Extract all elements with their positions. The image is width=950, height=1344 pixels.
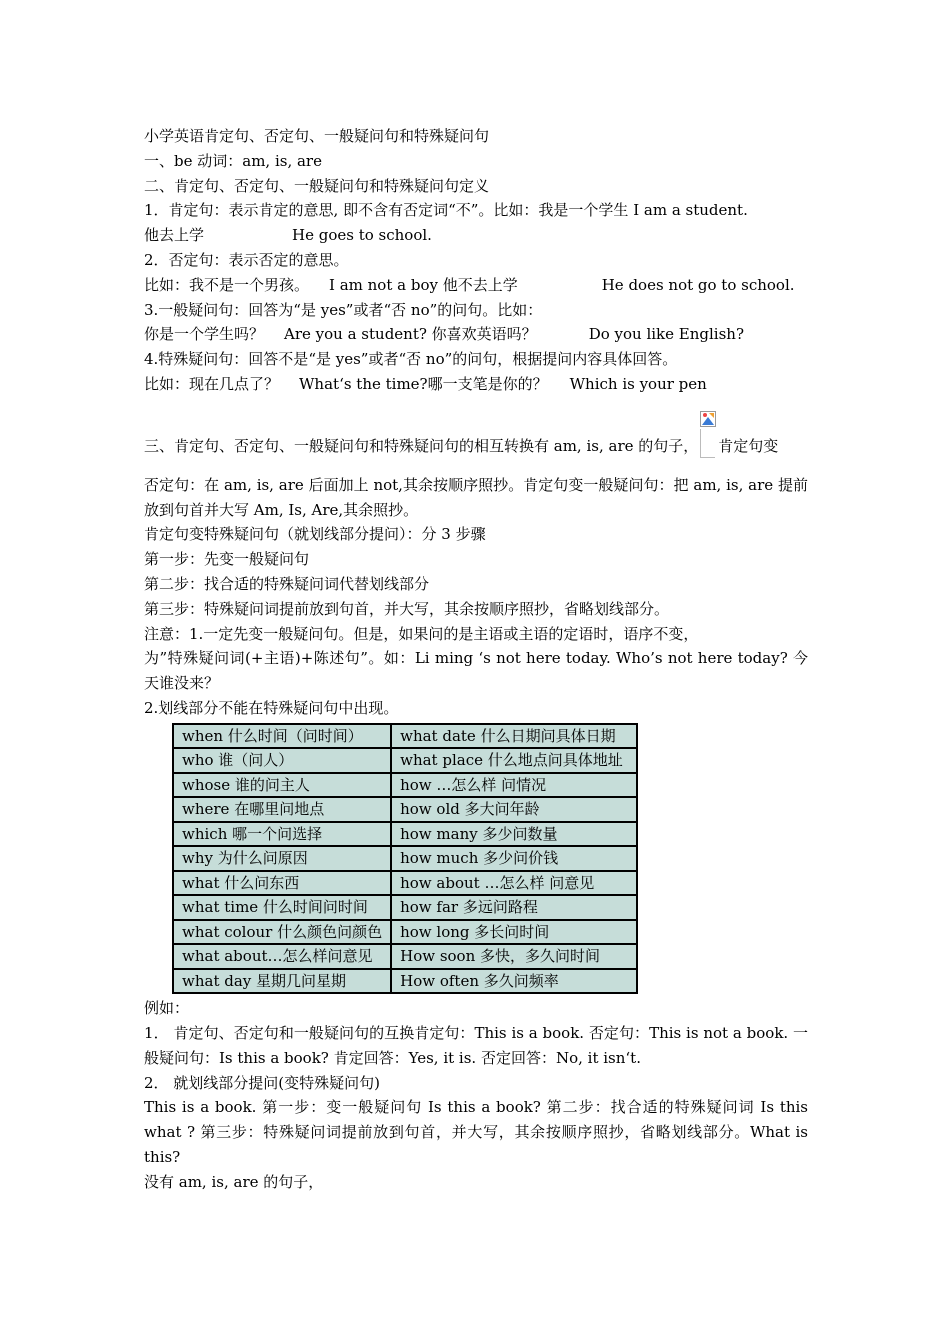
section-3-text: 肯定句变 [718,436,779,455]
doc-title: 小学英语肯定句、否定句、一般疑问句和特殊疑问句 [144,127,490,145]
table-cell: why 为什么问原因 [173,846,391,871]
section-2-heading: 二、肯定句、否定句、一般疑问句和特殊疑问句定义 [144,176,490,195]
example-part: 你是一个学生吗？ [144,325,265,344]
note-1: 注意：1.一定先变一般疑问句。但是，如果问的是主语或主语的定语时，语序不变， [144,624,699,643]
definition-2: 2．否定句：表示否定的意思。 [144,250,349,269]
question-words-table [172,723,638,995]
table-cell: what time 什么时间问时间 [173,895,391,920]
document-page [144,124,808,1195]
table-cell: how long 多长问时间 [391,920,637,945]
example-part: 比如：我不是一个男孩。 [144,275,310,294]
table-cell: How often 多久问频率 [391,969,637,994]
closing-line: 没有 am, is, are 的句子， [144,1172,324,1191]
table-cell: what colour 什么颜色问颜色 [173,920,391,945]
table-cell: whose 谁的问主人 [173,773,391,798]
section-1-heading: 一、be 动词：am, is, are [144,151,322,170]
table-row [173,944,637,969]
definition-1-example [144,223,808,248]
step-2: 第二步：找合适的特殊疑问词代替划线部分 [144,574,430,593]
example-part: Do you like English? [588,325,744,344]
table-cell: how …怎么样 问情况 [391,773,637,798]
table-row [173,895,637,920]
example-part: I am not a boy 他不去上学 [329,275,518,294]
table-cell: where 在哪里问地点 [173,797,391,822]
example-1: 1． 肯定句、否定句和一般疑问句的互换肯定句：This is a book. 否定句：This is not a book. 一般疑问句：Is this a book? 肯定回答：Yes, it is. 否定回答：No, it isn‘t. [144,1024,808,1067]
definition-2-example [144,273,808,298]
example-3: This is a book. 第一步：变一般疑问句 Is this a book? 第二步：找合适的特殊疑问词 Is this what ? 第三步：特殊疑问词提前放到句首，并大写，其余按顺序照抄，省略划线部分。What is this? [144,1098,808,1167]
paragraph-special-rule: 肯定句变特殊疑问句（就划线部分提问）：分 3 步骤 [144,525,486,544]
definition-3: 3.一般疑问句：回答为“是 yes”或者“否 no”的问句。比如： [144,300,543,319]
table-row [173,748,637,773]
definition-4: 4.特殊疑问句：回答不是“是 yes”或者“否 no”的问句，根据提问内容具体回答。 [144,350,678,369]
broken-image-icon [700,411,716,457]
definition-1: 1．肯定句：表示肯定的意思, 即不含有否定词“不”。比如：我是一个学生 I am a student. [144,201,748,220]
example-part: What‘s the time?哪一支笔是你的？ [299,374,548,393]
step-3: 第三步：特殊疑问词提前放到句首，并大写，其余按顺序照抄，省略划线部分。 [144,599,670,618]
definition-3-example [144,322,808,347]
table-cell: how far 多远问路程 [391,895,637,920]
table-cell: what about…怎么样问意见 [173,944,391,969]
table-row [173,773,637,798]
table-cell: how many 多少问数量 [391,822,637,847]
example-part: He does not go to school. [601,275,795,294]
example-part: Which is your pen [569,374,707,393]
table-row [173,920,637,945]
table-row [173,797,637,822]
example-cn: 他去上学 [144,226,205,245]
section-3-heading [144,411,808,457]
table-cell: what place 什么地点问具体地址 [391,748,637,773]
section-3-text: 三、肯定句、否定句、一般疑问句和特殊疑问句的相互转换有 am, is, are 的句子， [144,436,699,455]
table-cell: how about …怎么样 问意见 [391,871,637,896]
table-cell: what 什么问东西 [173,871,391,896]
table-cell: what date 什么日期问具体日期 [391,724,637,749]
table-cell: who 谁（问人） [173,748,391,773]
note-2: 为”特殊疑问词(+主语)+陈述句”。如：Li ming ‘s not here today. Who’s not here today? 今天谁没来？ [144,649,808,693]
table-cell: what day 星期几问星期 [173,969,391,994]
example-part: 比如：现在几点了？ [144,374,280,393]
example-2: 2． 就划线部分提问(变特殊疑问句) [144,1073,381,1092]
paragraph-negative-rule: 否定句：在 am, is, are 后面加上 not,其余按顺序照抄。肯定句变一般疑问句：把 am, is, are 提前放到句首并大写 Am, Is, Are,其余照抄。 [144,475,808,519]
table-cell: when 什么时间（问时间） [173,724,391,749]
example-en: He goes to school. [292,226,432,245]
table-cell: which 哪一个问选择 [173,822,391,847]
example-part: Are you a student? 你喜欢英语吗？ [284,325,537,344]
definition-4-example [144,372,808,397]
table-cell: how old 多大问年龄 [391,797,637,822]
table-row [173,871,637,896]
table-row [173,724,637,749]
table-cell: How soon 多快，多久问时间 [391,944,637,969]
example-label: 例如： [144,999,190,1018]
table-row [173,822,637,847]
table-row [173,846,637,871]
table-cell: how much 多少问价钱 [391,846,637,871]
step-1: 第一步：先变一般疑问句 [144,550,310,569]
table-row [173,969,637,994]
note-3: 2.划线部分不能在特殊疑问句中出现。 [144,698,399,717]
